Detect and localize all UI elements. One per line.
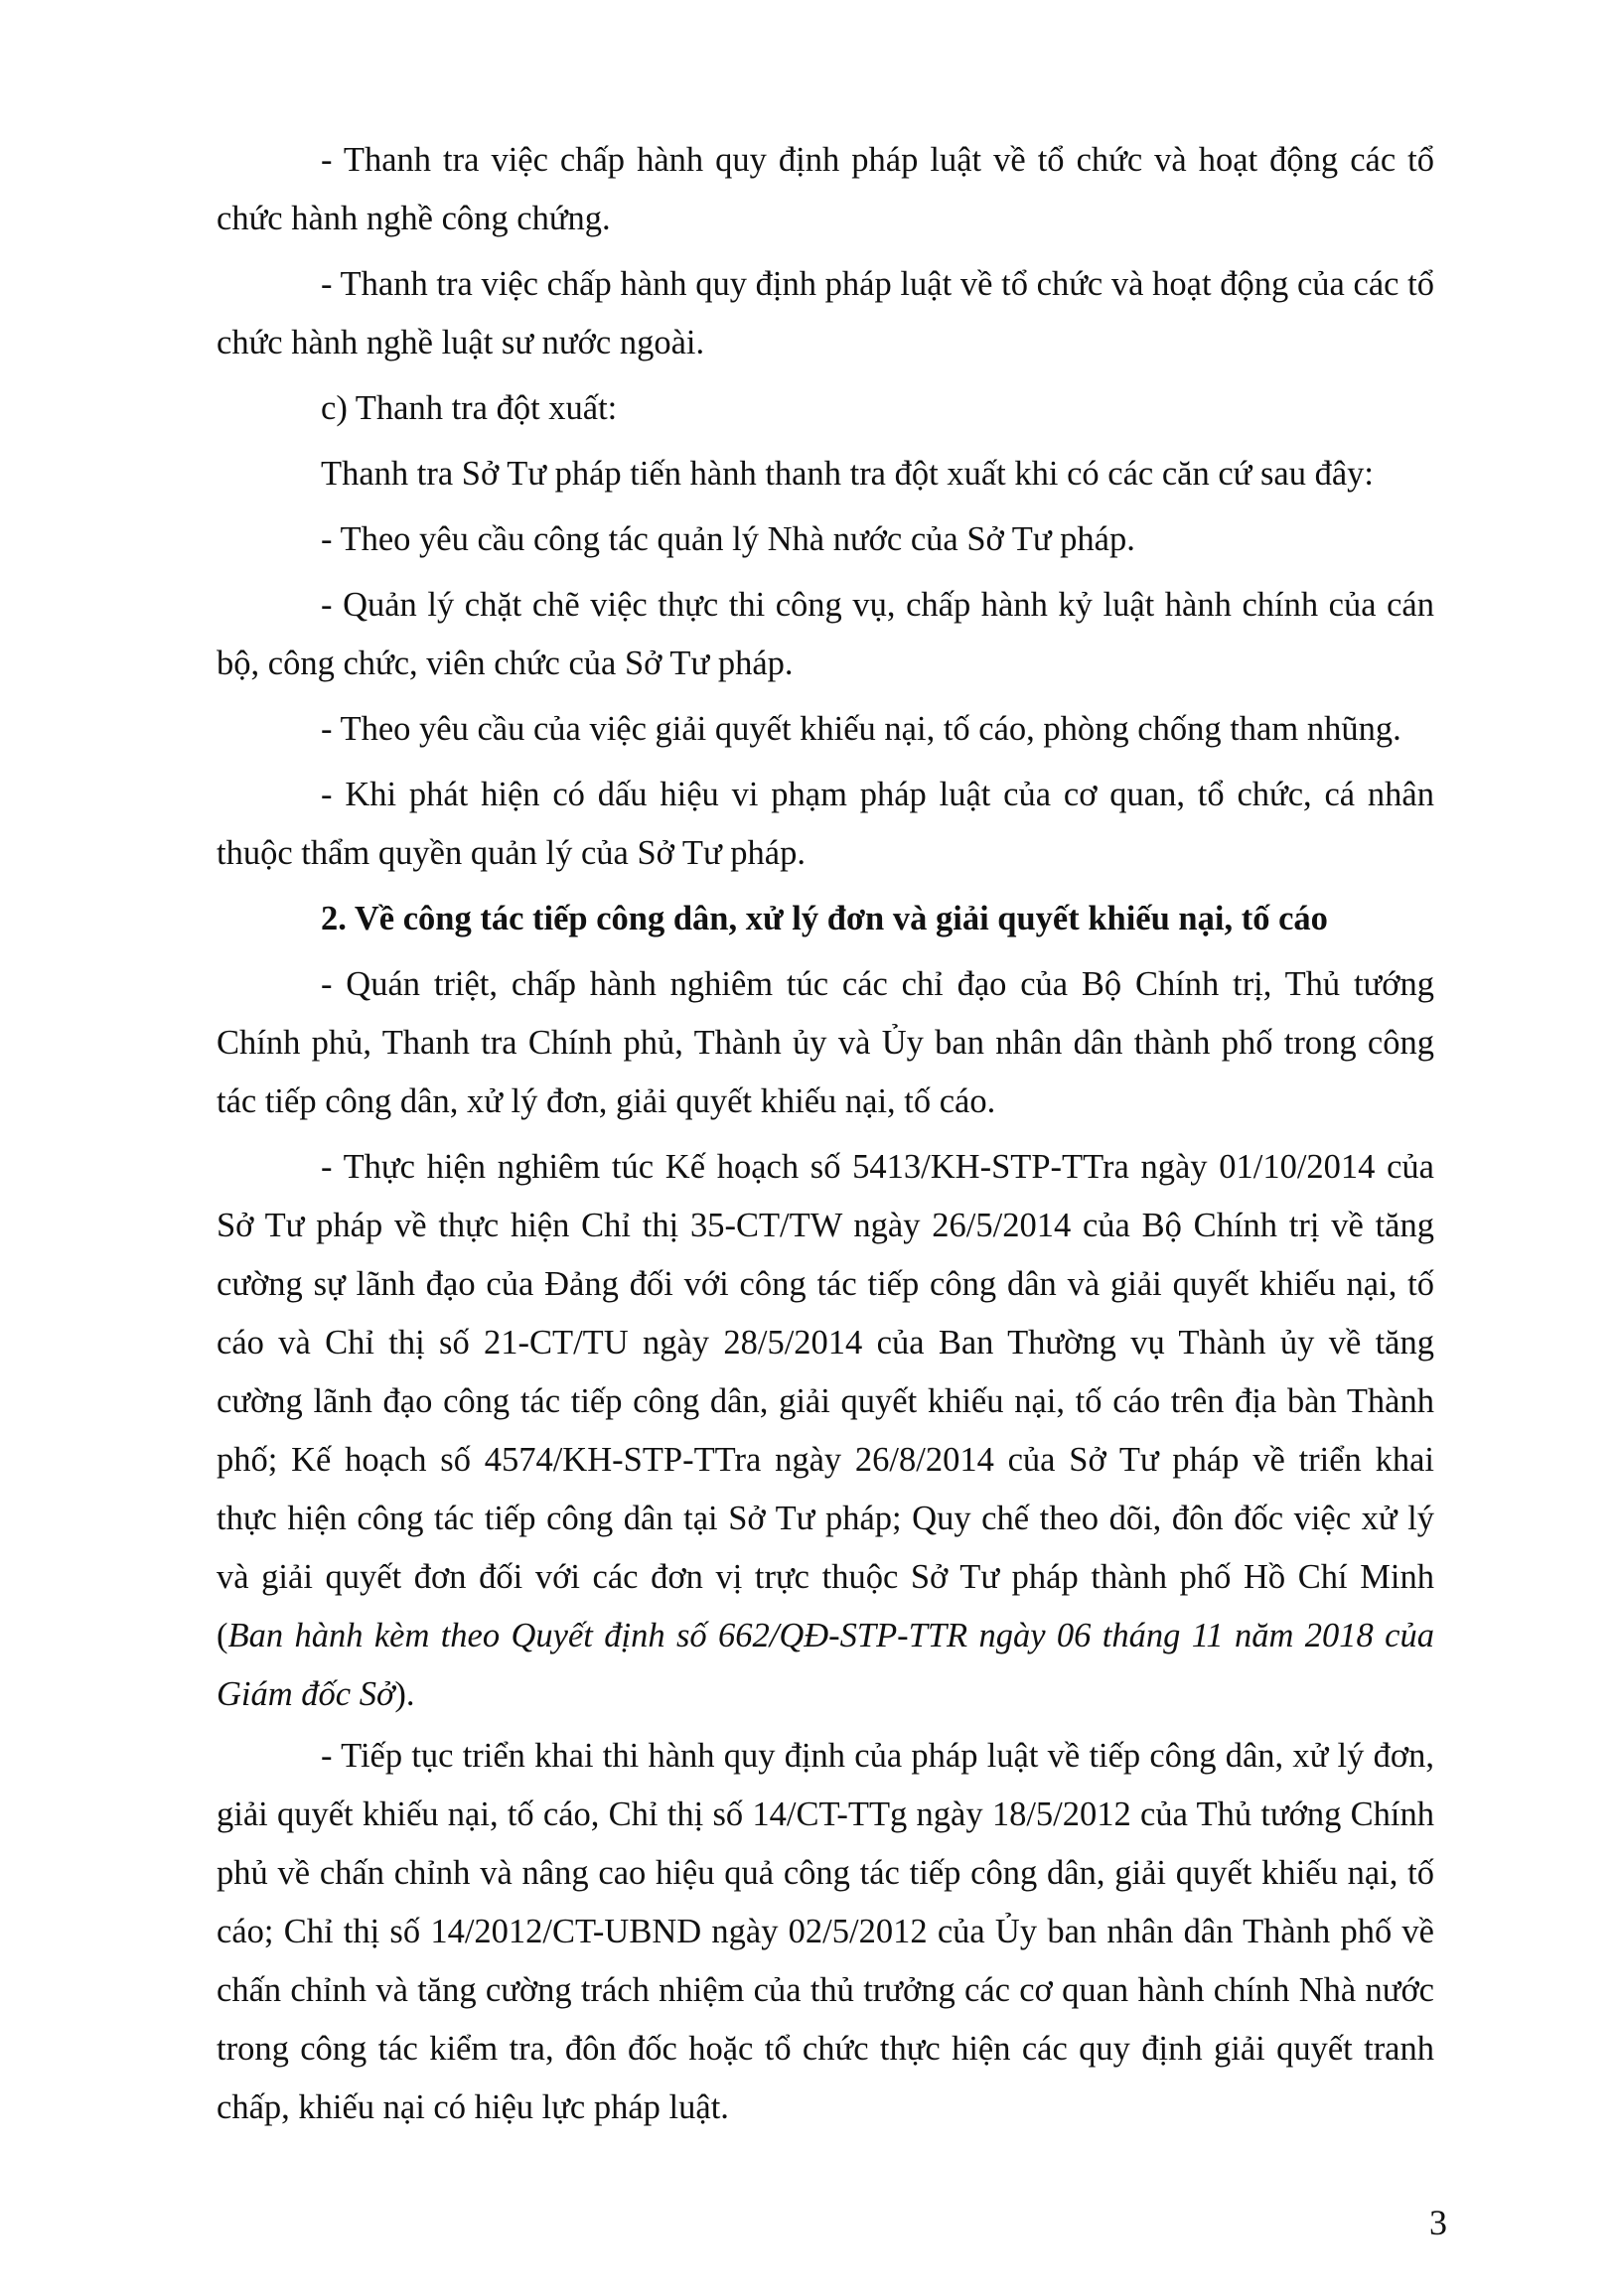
section-heading-2: 2. Về công tác tiếp công dân, xử lý đơn và giải quyết khiếu nại, tố cáo <box>321 900 1328 937</box>
paragraph-directives: - Quán triệt, chấp hành nghiêm túc các chỉ đạo của Bộ Chính trị, Thủ tướng Chính phủ, Thanh tra Chính phủ, Thành ủy và Ủy ban nhân dân thành phố trong công tác tiếp công dân, xử lý đơn, giải quyết khiếu nại, tố cáo. <box>217 965 1434 1120</box>
paragraph-sudden-inspection-basis: Thanh tra Sở Tư pháp tiến hành thanh tra đột xuất khi có các căn cứ sau đây: <box>321 455 1374 493</box>
plan-text-end: ). <box>394 1675 415 1713</box>
plan-italic-note: Ban hành kèm theo Quyết định số 662/QĐ-STP-TTR ngày 06 tháng 11 năm 2018 của Giám đốc Sở <box>217 1617 1434 1713</box>
plan-text: - Thực hiện nghiêm túc Kế hoạch số 5413/KH-STP-TTra ngày 01/10/2014 của Sở Tư pháp về thực hiện Chỉ thị 35-CT/TW ngày 26/5/2014 của Bộ Chính trị về tăng cường sự lãnh đạo của Đảng đối với công tác tiếp công dân và giải quyết khiếu nại, tố cáo và Chỉ thị số 21-CT/TU ngày 28/5/2014 của Ban Thường vụ Thành ủy về tăng cường lãnh đạo công tác tiếp công dân, giải quyết khiếu nại, tố cáo trên địa bàn Thành phố; Kế hoạch số 4574/KH-STP-TTra ngày 26/8/2014 của Sở Tư pháp về triển khai thực hiện công tác tiếp công dân tại Sở Tư pháp; Quy chế theo dõi, đôn đốc việc xử lý và giải quyết đơn đối với các đơn vị trực thuộc Sở Tư pháp thành phố Hồ Chí Minh ( <box>217 1148 1434 1654</box>
paragraph-inspect-foreign-lawyers: - Thanh tra việc chấp hành quy định pháp luật về tổ chức và hoạt động của các tổ chức hành nghề luật sư nước ngoài. <box>217 265 1434 361</box>
page-number: 3 <box>1429 2203 1447 2242</box>
document-body <box>217 131 1434 2137</box>
paragraph-violation-signs: - Khi phát hiện có dấu hiệu vi phạm pháp luật của cơ quan, tổ chức, cá nhân thuộc thẩm quyền quản lý của Sở Tư pháp. <box>217 776 1434 872</box>
paragraph-inspect-notary: - Thanh tra việc chấp hành quy định pháp luật về tổ chức và hoạt động các tổ chức hành nghề công chứng. <box>217 141 1434 237</box>
paragraph-plan-5413 <box>217 1138 1434 1724</box>
paragraph-discipline: - Quản lý chặt chẽ việc thực thi công vụ, chấp hành kỷ luật hành chính của cán bộ, công chức, viên chức của Sở Tư pháp. <box>217 586 1434 682</box>
paragraph-directive-14: - Tiếp tục triển khai thi hành quy định của pháp luật về tiếp công dân, xử lý đơn, giải quyết khiếu nại, tố cáo, Chỉ thị số 14/CT-TTg ngày 18/5/2012 của Thủ tướng Chính phủ về chấn chỉnh và nâng cao hiệu quả công tác tiếp công dân, giải quyết khiếu nại, tố cáo; Chỉ thị số 14/2012/CT-UBND ngày 02/5/2012 của Ủy ban nhân dân Thành phố về chấn chỉnh và tăng cường trách nhiệm của thủ trưởng các cơ quan hành chính Nhà nước trong công tác kiểm tra, đôn đốc hoặc tổ chức thực hiện các quy định giải quyết tranh chấp, khiếu nại có hiệu lực pháp luật. <box>217 1737 1434 2126</box>
paragraph-complaints-corruption: - Theo yêu cầu của việc giải quyết khiếu nại, tố cáo, phòng chống tham nhũng. <box>321 710 1401 748</box>
paragraph-state-management: - Theo yêu cầu công tác quản lý Nhà nước của Sở Tư pháp. <box>321 520 1135 558</box>
paragraph-sudden-inspection-heading: c) Thanh tra đột xuất: <box>321 389 618 427</box>
